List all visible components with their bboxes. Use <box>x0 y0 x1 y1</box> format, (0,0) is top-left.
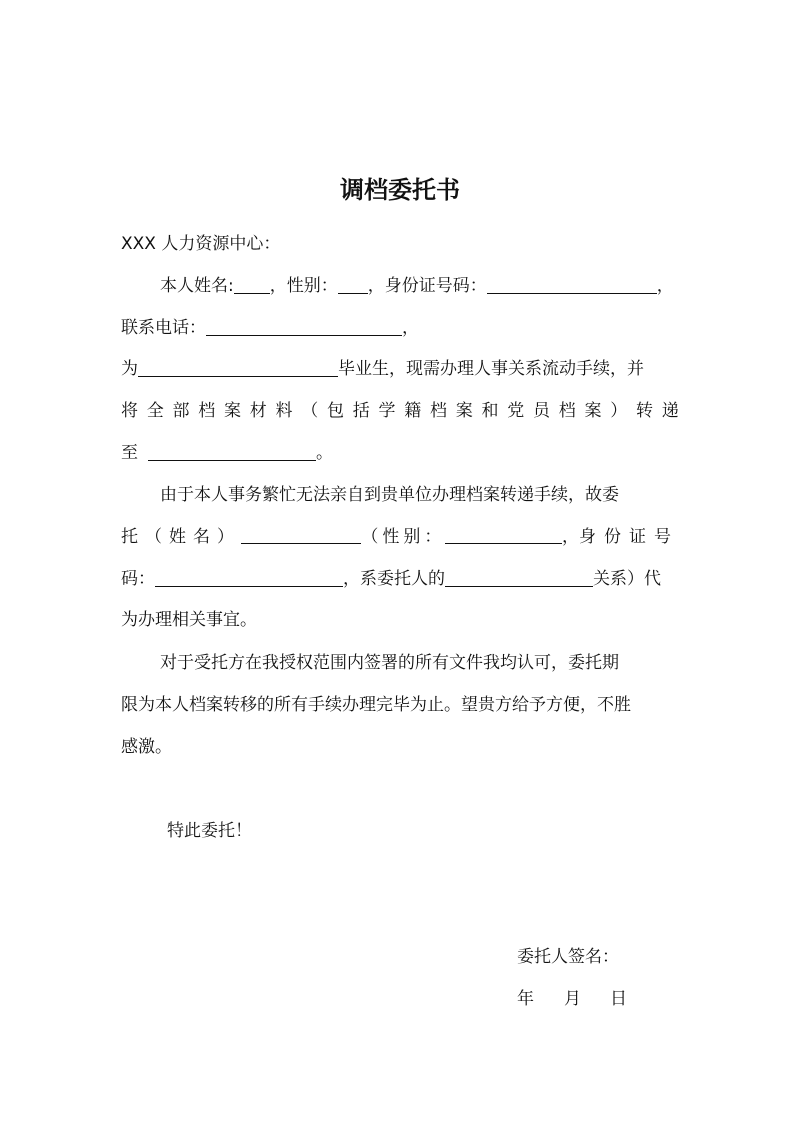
date-month: 月 <box>564 989 581 1009</box>
char: 档 <box>558 401 576 421</box>
recipient-line: XXX 人力资源中心： <box>121 234 281 254</box>
char: 案 <box>584 401 602 421</box>
period: 。 <box>316 443 333 463</box>
entrustee-id-label: 身份证号 <box>579 527 679 547</box>
char: 档 <box>430 401 447 421</box>
relation-blank <box>445 568 593 587</box>
id-number-blank <box>487 275 657 294</box>
gender-blank <box>338 275 368 294</box>
comma: ， <box>656 276 674 296</box>
char: 转 <box>636 401 653 421</box>
char: 员 <box>533 401 550 421</box>
char: 包 <box>327 401 344 421</box>
entrustee-comma: ， <box>562 527 579 547</box>
relation-label: ，系委托人的 <box>343 569 445 589</box>
ma-label: 码： <box>121 569 155 589</box>
id-label: ，身份证号码： <box>367 276 487 296</box>
authorization-line-3: 感激。 <box>121 737 172 757</box>
gender-label: ，性别： <box>269 276 338 296</box>
entrustee-name-blank <box>241 525 361 544</box>
graduate-line <box>121 357 644 381</box>
char: 部 <box>172 401 190 421</box>
char: 和 <box>481 401 499 421</box>
char: 案 <box>455 401 473 421</box>
phone-line <box>121 316 419 340</box>
school-blank <box>138 358 338 377</box>
char: （ <box>301 401 319 421</box>
phone-label: 联系电话： <box>121 318 206 338</box>
char: 籍 <box>404 401 422 421</box>
char: 案 <box>224 401 241 421</box>
entrustee-id-blank <box>155 568 343 587</box>
date-year: 年 <box>517 989 534 1009</box>
char: 全 <box>146 401 164 421</box>
relation-line <box>121 567 661 591</box>
destination-blank <box>148 442 316 461</box>
char: 学 <box>378 401 396 421</box>
name-label: 本人姓名: <box>160 276 234 296</box>
char: 递 <box>661 401 679 421</box>
authorization-line-2: 限为本人档案转移的所有手续办理完毕为止。望贵方给予方便，不胜 <box>121 695 631 715</box>
date-day: 日 <box>610 989 627 1009</box>
name-blank <box>234 275 270 294</box>
entrustee-line <box>121 525 679 549</box>
entrustee-gender-blank <box>445 525 562 544</box>
char: 料 <box>275 401 293 421</box>
relation-end: 关系）代 <box>593 569 661 589</box>
authorization-line-1: 对于受托方在我授权范围内签署的所有文件我均认可，委托期 <box>160 653 619 673</box>
to-label: 至 <box>121 443 138 463</box>
phone-comma: ， <box>402 318 419 338</box>
graduate-text: 毕业生，现需办理人事关系流动手续，并 <box>338 359 644 379</box>
char: 括 <box>352 401 370 421</box>
reason-line: 由于本人事务繁忙无法亲自到贵单位办理档案转递手续，故委 <box>160 485 619 505</box>
personal-info-line <box>160 274 674 298</box>
char: 将 <box>121 401 138 421</box>
transfer-line <box>121 399 679 423</box>
document-title: 调档委托书 <box>340 176 460 204</box>
char: 档 <box>198 401 216 421</box>
closing-line: 特此委托！ <box>167 821 252 841</box>
for-label: 为 <box>121 359 138 379</box>
entrustee-name-label: 托（姓名） <box>121 527 241 547</box>
char: 党 <box>507 401 525 421</box>
phone-blank <box>206 317 402 336</box>
signature-label: 委托人签名： <box>517 947 619 967</box>
entrustee-gender-label: （性别： <box>361 527 446 547</box>
char: 材 <box>249 401 267 421</box>
destination-line <box>121 441 333 465</box>
matters-line: 为办理相关事宜。 <box>121 610 257 630</box>
char: ） <box>610 401 628 421</box>
